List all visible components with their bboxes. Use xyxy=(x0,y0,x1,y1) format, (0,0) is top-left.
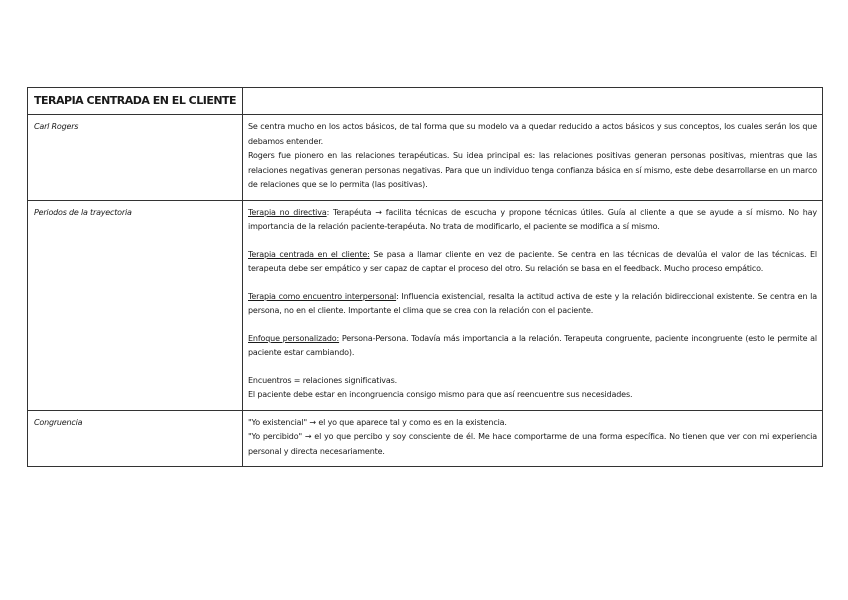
section-heading: Terapia como encuentro interpersonal xyxy=(248,291,397,301)
row-content-congruencia xyxy=(243,410,823,467)
section-text: : Influencia existencial, resalta la actitud activa de este y la relación bidireccional existente. Se centra en la persona, no en el cliente. Importante el clima que se crea con la relación con el paciente. xyxy=(248,291,817,315)
table-title: TERAPIA CENTRADA EN EL CLIENTE xyxy=(28,88,243,115)
table-row xyxy=(28,410,823,467)
definition-line: "Yo percibido" → el yo que percibo y soy consciente de él. Me hace comportarme de una forma específica. No tienen que ver con mi experiencia personal y directa necesariamente. xyxy=(248,432,817,456)
section-heading: Enfoque personalizado: xyxy=(248,333,340,343)
paragraph: Rogers fue pionero en las relaciones terapéuticas. Su idea principal es: las relaciones positivas generan personas positivas, mientras que las relaciones negativas generan personas negativas. Para que un individuo tenga confianza básica en sí mismo, este debe desarrollarse en un marco de relaciones que se lo permita (las positivas). xyxy=(248,151,817,189)
table-header-row xyxy=(28,88,823,115)
section-text: Persona-Persona. Todavía más importancia a la relación. Terapeuta congruente, paciente incongruente (esto le permite al paciente estar cambiando). xyxy=(248,333,817,357)
notes-table xyxy=(27,87,823,467)
section-terapia-no-directiva xyxy=(248,206,817,235)
section-enfoque-personalizado xyxy=(248,332,817,361)
table-row xyxy=(28,115,823,201)
section-terapia-encuentro xyxy=(248,290,817,319)
row-label-periodos: Periodos de la trayectoria xyxy=(28,200,243,410)
row-content-periodos xyxy=(243,200,823,410)
section-terapia-centrada xyxy=(248,248,817,277)
section-text: Se pasa a llamar cliente en vez de paciente. Se centra en las técnicas de devalúa el valor de las técnicas. El terapeuta debe ser empático y ser capaz de captar el proceso del otro. Su relación se basa en el feedback. Mucho proceso empático. xyxy=(248,249,817,273)
paragraph: Se centra mucho en los actos básicos, de tal forma que su modelo va a quedar reducido a actos básicos y sus conceptos, los cuales serán los que debamos entender. xyxy=(248,122,817,146)
section-text: : Terapéuta → facilita técnicas de escucha y propone técnicas útiles. Guía al cliente a que se ayude a sí mismo. No hay importancia de la relación paciente-terapéuta. No trata de modificarlo, el paciente se modifica a sí mismo. xyxy=(248,207,817,231)
closing-line: Encuentros = relaciones significativas. xyxy=(248,375,398,385)
row-content-carl-rogers xyxy=(243,115,823,201)
row-label-congruencia: Congruencia xyxy=(28,410,243,467)
table-row xyxy=(28,200,823,410)
table-header-empty-cell xyxy=(243,88,823,115)
section-heading: Terapia centrada en el cliente: xyxy=(248,249,370,259)
section-heading: Terapia no directiva xyxy=(248,207,327,217)
closing-line: El paciente debe estar en incongruencia consigo mismo para que así reencuentre sus necesidades. xyxy=(248,390,633,399)
definition-line: "Yo existencial" → el yo que aparece tal y como es en la existencia. xyxy=(248,417,507,427)
row-label-carl-rogers: Carl Rogers xyxy=(28,115,243,201)
